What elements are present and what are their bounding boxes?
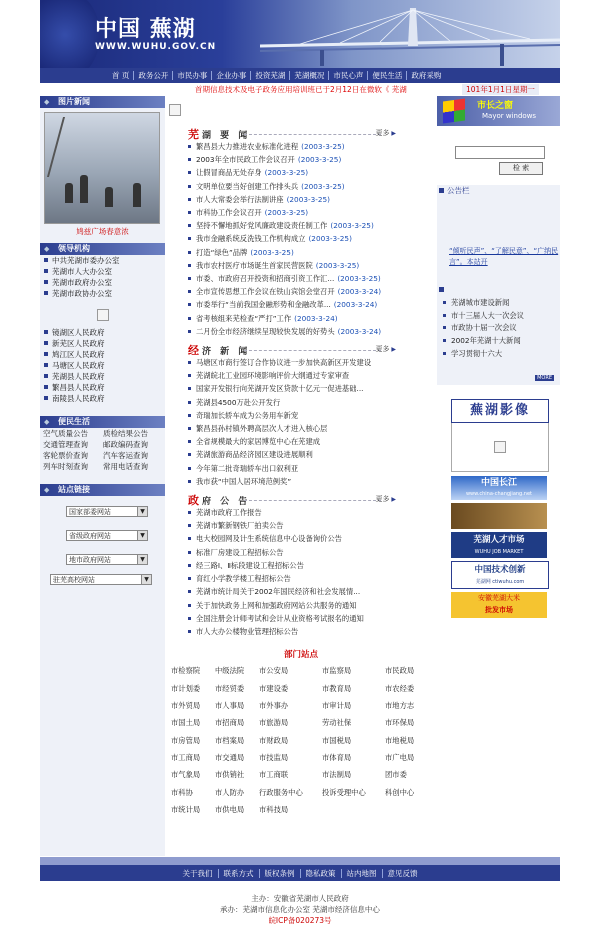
- dept-site-link[interactable]: 投诉受理中心: [322, 787, 366, 797]
- footer-link-about[interactable]: 关于我们: [178, 869, 219, 878]
- news-item[interactable]: 全市宣传思想工作会议在铁山宾馆会堂召开 (2003-3-24): [186, 285, 416, 298]
- footer-link-sitemap[interactable]: 站内地图: [342, 869, 383, 878]
- dept-site-link[interactable]: 市工商局: [171, 753, 201, 763]
- kite-image: [47, 117, 105, 177]
- wuhu-image-banner[interactable]: 蕪湖影像: [451, 399, 549, 423]
- broken-image-icon: [494, 441, 506, 453]
- dept-site-link[interactable]: 市环保局: [385, 718, 415, 728]
- current-date: 101年1月1日星期一: [462, 84, 539, 95]
- dept-site-link[interactable]: 市统计局: [171, 805, 201, 815]
- nav-business-services[interactable]: 企业办事: [212, 71, 251, 80]
- dept-site-link[interactable]: 市计划委: [171, 683, 201, 693]
- notice-text[interactable]: “倾听民声”、“了解民意”、“广纳民言”。本站开: [449, 247, 559, 266]
- more-link[interactable]: MORE: [537, 375, 552, 381]
- dept-sites-grid: [171, 666, 436, 815]
- section-header: 芜湖 要 闻 更多 ▶: [166, 126, 436, 140]
- nav-gov-affairs[interactable]: 政务公开: [134, 71, 173, 80]
- life-link[interactable]: 空气质量公告: [43, 429, 88, 438]
- news-item[interactable]: 二月份全市经济继续呈现较快发展的好势头 (2003-3-24): [186, 325, 416, 338]
- photo-news-title: ◆ 图片新闻: [40, 96, 165, 108]
- tech-innovation-banner[interactable]: [451, 561, 549, 589]
- news-item[interactable]: 奇瑞加长轿车成为公务用车新宠: [186, 409, 416, 422]
- gov-link[interactable]: 中共芜湖市委办公室: [40, 255, 165, 266]
- dept-site-link[interactable]: 市房管局: [171, 735, 201, 745]
- life-link[interactable]: 邮政编码查询: [103, 440, 148, 449]
- dept-sites-title: 部门站点: [283, 650, 318, 661]
- news-item[interactable]: 市人大办公楼物业管理招标公告: [186, 625, 416, 638]
- site-banner: [40, 0, 560, 68]
- news-item[interactable]: 2003年全市民政工作会议召开 (2003-3-25): [186, 153, 416, 166]
- banner-title: 芜湖人才市场: [473, 535, 525, 545]
- links-section-title: ◆ 站点链接: [40, 484, 165, 496]
- more-link[interactable]: 更多 ▶: [375, 344, 396, 354]
- topic-list-title: [437, 284, 560, 295]
- news-item[interactable]: 市委、市政府召开投资和招商引资工作汇... (2003-3-25): [186, 272, 416, 285]
- news-list: [186, 506, 416, 638]
- nav-citizen-voice[interactable]: 市民心声: [329, 71, 368, 80]
- dept-site-link[interactable]: 市外事办: [259, 700, 289, 710]
- footer-organizer: 承办：芜湖市信息化办公室 芜湖市经济信息中心: [220, 905, 380, 914]
- ticker-bar: [40, 83, 560, 95]
- news-item[interactable]: 全省规模最大的家居博览中心在芜建成: [186, 435, 416, 448]
- dept-site-link[interactable]: 市供销社: [215, 770, 245, 780]
- chevron-down-icon: ▼: [137, 531, 147, 540]
- nav-life[interactable]: 便民生活: [368, 71, 407, 80]
- footer-link-feedback[interactable]: 意见反馈: [387, 868, 418, 878]
- nav-citizen-services[interactable]: 市民办事: [173, 71, 212, 80]
- banner-title: 中国长江: [480, 478, 517, 488]
- news-item[interactable]: 坚持不懈地抓好党风廉政建设责任制工作 (2003-3-25): [186, 219, 416, 232]
- city-site-select[interactable]: 地市政府网站 ▼: [66, 554, 148, 565]
- job-market-banner[interactable]: [451, 532, 547, 558]
- nav-home[interactable]: 首 页: [108, 71, 134, 80]
- topic-link[interactable]: 2002年芜湖十大新闻: [437, 335, 560, 348]
- district-link[interactable]: 南陵县人民政府: [40, 393, 165, 404]
- right-sidebar: [437, 96, 560, 618]
- news-item[interactable]: 文明单位要当好创建工作排头兵 (2003-3-25): [186, 180, 416, 193]
- dept-site-link[interactable]: 市检察院: [171, 666, 201, 676]
- dept-site-link[interactable]: 市财政局: [259, 735, 289, 745]
- ad-placeholder[interactable]: [451, 423, 549, 472]
- broken-image-icon: [97, 309, 109, 321]
- person-figure: [65, 183, 73, 203]
- dept-site-link[interactable]: 市民政局: [385, 666, 415, 676]
- dept-site-link[interactable]: 市体育局: [322, 753, 352, 763]
- gov-link[interactable]: 芜湖市政协办公室: [40, 288, 165, 299]
- section-header: 经济 新 闻 更多 ▶: [166, 342, 436, 356]
- rice-market-banner[interactable]: [451, 592, 547, 618]
- dept-site-link[interactable]: 团市委: [385, 770, 407, 780]
- news-item[interactable]: 芜湖市繁新钢铁厂拍卖公告: [186, 519, 416, 532]
- dept-site-link[interactable]: 市科协: [171, 787, 193, 797]
- district-link[interactable]: 马塘区人民政府: [40, 360, 165, 371]
- news-item[interactable]: 我市金融系统反洗钱工作机构成立 (2003-3-25): [186, 232, 416, 245]
- topic-link[interactable]: 学习贯彻十六大: [437, 348, 560, 361]
- main-nav: [40, 68, 560, 83]
- banner-subtitle: WUHU JOB MARKET: [474, 549, 524, 555]
- dept-site-link[interactable]: 市旅游局: [259, 718, 289, 728]
- banner-url: www.china-changjiang.net: [465, 491, 533, 497]
- dept-site-link[interactable]: 市国税局: [322, 735, 352, 745]
- news-item[interactable]: 我市获“中国人居环境范例奖”: [186, 475, 416, 488]
- gov-link[interactable]: 芜湖市政府办公室: [40, 277, 165, 288]
- logo-swirl-icon: [40, 0, 100, 68]
- nav-invest[interactable]: 投资芜湖: [251, 71, 290, 80]
- news-item[interactable]: 省考核组来芜检查“严打”工作 (2003-3-24): [186, 312, 416, 325]
- life-link[interactable]: 质检结果公告: [103, 429, 148, 438]
- footer-link-contact[interactable]: 联系方式: [219, 869, 260, 878]
- news-item[interactable]: 市人大常委会举行法制讲座 (2003-3-25): [186, 193, 416, 206]
- site-logo[interactable]: 中国 蕪湖: [95, 16, 196, 42]
- person-figure: [133, 183, 141, 207]
- dept-site-link[interactable]: 市科技局: [259, 805, 289, 815]
- footer-divider: [40, 857, 560, 865]
- dept-site-link[interactable]: 市人防办: [215, 787, 245, 797]
- nav-overview[interactable]: 芜湖概况: [290, 71, 329, 80]
- dept-site-link[interactable]: 市审计局: [322, 700, 352, 710]
- news-item[interactable]: 芜湖旅游商品经济园区建设进展顺利: [186, 448, 416, 461]
- photo-caption[interactable]: 鸠兹广场春意浓: [76, 227, 129, 236]
- banner-title: 安徽芜湖大米: [478, 594, 520, 602]
- news-item[interactable]: 繁昌县孙村镇外聘高层次人才进入核心层: [186, 422, 416, 435]
- dept-site-link[interactable]: 市供电局: [215, 805, 245, 815]
- nav-procurement[interactable]: 政府采购: [411, 71, 442, 80]
- mayor-window-banner[interactable]: [437, 96, 560, 126]
- dept-site-link[interactable]: 行政服务中心: [259, 787, 303, 797]
- district-link[interactable]: 新芜区人民政府: [40, 338, 165, 349]
- more-link[interactable]: 更多 ▶: [375, 128, 396, 138]
- news-item[interactable]: 繁昌县大力推进农业标准化进程 (2003-3-25): [186, 140, 416, 153]
- district-link[interactable]: 镜湖区人民政府: [40, 327, 165, 338]
- topic-link[interactable]: 市政协十届一次会议: [437, 322, 560, 335]
- news-item[interactable]: 今年第二批奇瑞轿车出口叙利亚: [186, 462, 416, 475]
- district-link[interactable]: 鸠江区人民政府: [40, 349, 165, 360]
- news-photo[interactable]: [44, 112, 160, 224]
- dept-site-link[interactable]: 市公安局: [259, 666, 289, 676]
- district-link[interactable]: 芜湖县人民政府: [40, 371, 165, 382]
- dept-site-link[interactable]: 市农经委: [385, 683, 415, 693]
- footer-icp[interactable]: 皖ICP备020273号: [268, 916, 332, 925]
- dept-site-link[interactable]: 市地税局: [385, 735, 415, 745]
- chevron-down-icon: ▼: [137, 555, 147, 564]
- ad-banner[interactable]: [451, 503, 547, 529]
- dept-site-link[interactable]: 市法制局: [322, 770, 352, 780]
- dept-site-link[interactable]: 科创中心: [385, 787, 415, 797]
- dept-site-link[interactable]: 市地方志: [385, 700, 415, 710]
- chevron-down-icon: ▼: [137, 507, 147, 516]
- news-item[interactable]: 市科协工作会议召开 (2003-3-25): [186, 206, 416, 219]
- news-item[interactable]: 我市农村医疗市场诞生首家民营医院 (2003-3-25): [186, 259, 416, 272]
- news-item[interactable]: 芜湖市政府工作报告: [186, 506, 416, 519]
- topic-link[interactable]: 芜湖城市建设新闻: [437, 297, 560, 310]
- dept-site-link[interactable]: 市气象局: [171, 770, 201, 780]
- dept-site-link[interactable]: 市招商局: [215, 718, 245, 728]
- broken-image-icon: [169, 104, 181, 116]
- dept-site-link[interactable]: 市广电局: [385, 753, 415, 763]
- banner-title: 中国技术创新: [474, 565, 526, 575]
- dept-site-link[interactable]: 市技监局: [259, 753, 289, 763]
- dept-site-link[interactable]: 市经贸委: [215, 683, 245, 693]
- ministry-site-select[interactable]: 国家部委网站 ▼: [66, 506, 148, 517]
- dept-site-link[interactable]: 劳动社保: [322, 718, 352, 728]
- dept-site-link[interactable]: 市监察局: [322, 666, 352, 676]
- news-item[interactable]: 育红小学教学楼工程招标公告: [186, 572, 416, 585]
- footer-host: 主办：安徽省芜湖市人民政府: [251, 894, 349, 903]
- life-link[interactable]: 列车时刻查询: [43, 462, 88, 471]
- notice-board: [437, 196, 560, 284]
- news-item[interactable]: 让假冒商品无处存身 (2003-3-25): [186, 166, 416, 179]
- news-item[interactable]: 国家开发银行向芜湖开发区贷款十亿元一促进基础...: [186, 382, 416, 395]
- news-item[interactable]: 电大校园网及计生系统信息中心设备询价公告: [186, 532, 416, 545]
- dept-site-link[interactable]: 市工商联: [259, 770, 289, 780]
- news-item[interactable]: 全国注册会计师考试和会计从业资格考试报名的通知: [186, 612, 416, 625]
- life-section-title: ◆ 便民生活: [40, 416, 165, 428]
- main-content: [166, 96, 436, 815]
- news-item[interactable]: 经三路Ⅰ、Ⅱ标段建设工程招标公告: [186, 559, 416, 572]
- topic-link[interactable]: 市十三届人大一次会议: [437, 310, 560, 323]
- news-item[interactable]: 芜湖皖北工业园环境影响评价大纲通过专家审查: [186, 369, 416, 382]
- banner-subtitle: 芜湖网 ctiwuhu.com: [475, 579, 525, 585]
- news-item[interactable]: 标准厂房建设工程招标公告: [186, 546, 416, 559]
- dept-site-link[interactable]: 市建设委: [259, 683, 289, 693]
- university-site-select[interactable]: 驻芜高校网站 ▼: [50, 574, 152, 585]
- search-button[interactable]: 检 索: [499, 162, 543, 175]
- topic-list: [437, 295, 560, 385]
- dept-site-link[interactable]: 市外贸局: [171, 700, 201, 710]
- life-link[interactable]: 客轮票价查询: [43, 451, 88, 460]
- bridge-image: [260, 6, 560, 66]
- life-link[interactable]: 汽车客运查询: [103, 451, 148, 460]
- life-link[interactable]: 常用电话查询: [103, 462, 148, 471]
- dept-site-link[interactable]: 市人事局: [215, 700, 245, 710]
- mayor-window-subtitle: Mayor windows: [482, 112, 537, 120]
- news-list: [186, 140, 416, 338]
- life-links: [40, 428, 165, 472]
- news-list: [186, 356, 416, 488]
- news-item[interactable]: 芜湖市统计局关于2002年国民经济和社会发展情...: [186, 585, 416, 598]
- dept-site-link[interactable]: 市教育局: [322, 683, 352, 693]
- windows-logo-icon: [443, 98, 465, 123]
- search-input[interactable]: [455, 146, 545, 159]
- news-item[interactable]: 马塘区市商行签订合作协议进一步加快高新区开发建设: [186, 356, 416, 369]
- dept-site-link[interactable]: 市交通局: [215, 753, 245, 763]
- changjiang-banner[interactable]: [451, 476, 547, 500]
- notice-board-title: 公告栏: [437, 185, 560, 196]
- gov-section-title: ◆ 领导机构: [40, 243, 165, 255]
- news-item[interactable]: 打造“绿色”品牌 (2003-3-25): [186, 246, 416, 259]
- site-url: WWW.WUHU.GOV.CN: [95, 42, 217, 52]
- footer-nav: [40, 865, 560, 881]
- person-figure: [80, 175, 88, 203]
- person-figure: [105, 187, 113, 207]
- banner-subtitle: 批发市场: [485, 606, 513, 614]
- ticker-message[interactable]: 首期信息技术及电子政务应用培训班已于2月12日在微软《 芜湖: [195, 85, 407, 94]
- section-header: 政府 公 告 更多 ▶: [166, 492, 436, 506]
- footer-link-copyright[interactable]: 版权条例: [260, 869, 301, 878]
- news-item[interactable]: 市委举行“当前我国金融形势和金融改革... (2003-3-24): [186, 298, 416, 311]
- news-item[interactable]: 芜湖县4500万赴公开发行: [186, 396, 416, 409]
- district-link[interactable]: 繁昌县人民政府: [40, 382, 165, 393]
- dept-site-link[interactable]: 市国土局: [171, 718, 201, 728]
- news-item[interactable]: 关于加快政务上网和加强政府网站公共服务的通知: [186, 599, 416, 612]
- footer-info: [40, 893, 560, 926]
- mayor-window-title: 市长之窗: [477, 101, 514, 111]
- province-site-select[interactable]: 省级政府网站 ▼: [66, 530, 148, 541]
- footer-link-privacy[interactable]: 隐私政策: [301, 869, 342, 878]
- dept-site-link[interactable]: 市档案局: [215, 735, 245, 745]
- left-sidebar: [40, 96, 165, 856]
- gov-link[interactable]: 芜湖市人大办公室: [40, 266, 165, 277]
- life-link[interactable]: 交通管理查询: [43, 440, 88, 449]
- dept-site-link[interactable]: 中级法院: [215, 666, 245, 676]
- more-link[interactable]: 更多 ▶: [375, 494, 396, 504]
- chevron-down-icon: ▼: [141, 575, 151, 584]
